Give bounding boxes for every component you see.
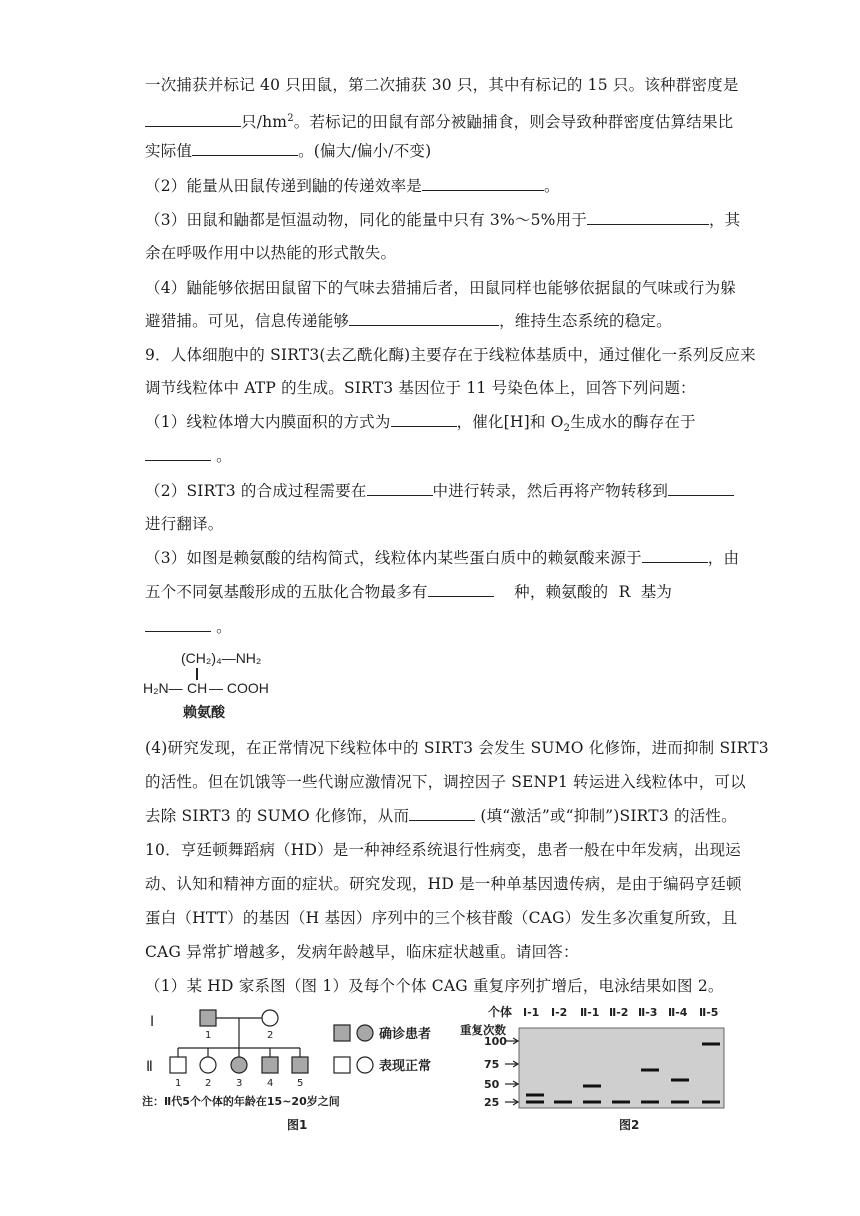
individual-header-label: 个体 xyxy=(488,1005,513,1019)
question-10-stem: 10．亨廷顿舞蹈病（HD）是一种神经系统退行性病变，患者一般在中年发病，出现运 xyxy=(145,841,741,859)
gel-band xyxy=(554,1101,572,1104)
text-line: 。 xyxy=(145,617,720,637)
tick-label: 100 xyxy=(484,1035,507,1048)
gel-band xyxy=(583,1085,601,1088)
pedigree-normal-male xyxy=(170,1057,186,1073)
text-line: 的活性。但在饥饿等一些代谢应激情况下，调控因子 SENP1 转运进入线粒体中，可以 xyxy=(145,773,746,791)
answer-blank[interactable] xyxy=(422,176,544,191)
legend-affected-square xyxy=(334,1025,350,1041)
answer-blank[interactable] xyxy=(145,617,211,632)
gel-band xyxy=(671,1101,689,1104)
text-line: （1）线粒体增大内膜面积的方式为 ，催化[H]和 $O_2$生成水的酶存在于 xyxy=(145,413,696,435)
text-line: 去除 SIRT3 的 SUMO 化修饰，从而 (填“激活”或“抑制”)SIRT3 的活性。 xyxy=(145,807,737,825)
gel-band xyxy=(526,1101,544,1104)
lane-label: Ⅰ-2 xyxy=(551,1006,568,1019)
answer-blank[interactable] xyxy=(642,548,708,563)
text-line: （4）鼬能够依据田鼠留下的气味去猎捕后者，田鼠同样也能够依据鼠的气味或行为躲 xyxy=(145,279,736,297)
answer-blank[interactable] xyxy=(367,481,433,496)
gel-band xyxy=(641,1101,659,1104)
pedigree-affected-male xyxy=(262,1057,278,1073)
lane-label: Ⅱ-4 xyxy=(668,1006,688,1019)
gel-band xyxy=(583,1101,601,1104)
gel-band xyxy=(612,1101,630,1104)
legend-affected-circle xyxy=(357,1025,373,1041)
pedigree-affected-male xyxy=(292,1057,308,1073)
answer-blank[interactable] xyxy=(391,412,457,427)
pedigree-normal-female xyxy=(200,1057,216,1073)
answer-blank[interactable] xyxy=(409,806,475,821)
text-line: 动、认知和精神方面的症状。研究发现，HD 是一种单基因遗传病，是由于编码亨廷顿 xyxy=(145,875,742,893)
lysine-name-label: 赖氨酸 xyxy=(183,704,225,720)
pedigree-affected-female xyxy=(231,1057,247,1073)
text-line: （2）能量从田鼠传递到鼬的传递效率是 。 xyxy=(145,177,560,195)
individual-number: 1 xyxy=(205,1030,212,1041)
legend-normal-square xyxy=(334,1057,350,1073)
answer-blank[interactable] xyxy=(192,141,298,156)
pedigree-normal-female xyxy=(262,1010,278,1026)
tick-label: 50 xyxy=(484,1078,500,1091)
lysine-structure xyxy=(143,650,283,722)
pedigree-figure xyxy=(140,1005,460,1130)
lysine-carboxyl-group: — COOH xyxy=(209,680,269,696)
tick-label: 25 xyxy=(484,1096,500,1109)
lane-label: Ⅱ-1 xyxy=(580,1006,600,1019)
gel-band xyxy=(641,1069,659,1072)
lane-label: Ⅱ-3 xyxy=(638,1006,658,1019)
text-line: CAG 异常扩增越多，发病年龄越早，临床症状越重。请回答： xyxy=(145,943,579,961)
answer-blank[interactable] xyxy=(349,311,499,326)
text-line: 五个不同氨基酸形成的五肽化合物最多有 种，赖氨酸的 R 基为 xyxy=(145,583,673,601)
text-line: 一次捕获并标记 40 只田鼠，第二次捕获 30 只，其中有标记的 15 只。该种群密度是 xyxy=(145,76,739,94)
individual-number: 3 xyxy=(236,1078,243,1089)
lane-label: Ⅱ-5 xyxy=(699,1006,719,1019)
generation-label: I xyxy=(150,1014,155,1030)
individual-number: 5 xyxy=(297,1078,304,1089)
figure2-caption: 图2 xyxy=(619,1118,640,1132)
lane-label: Ⅰ-1 xyxy=(523,1006,540,1019)
repeat-axis-label: 重复次数 xyxy=(460,1023,506,1037)
lysine-amino-group: H₂N— xyxy=(143,680,183,696)
answer-blank[interactable] xyxy=(668,481,734,496)
electrophoresis-figure xyxy=(450,1002,740,1112)
text-line: 蛋白（HTT）的基因（H 基因）序列中的三个核苷酸（CAG）发生多次重复所致，且 xyxy=(145,909,738,927)
text-line: 余在呼吸作用中以热能的形式散失。 xyxy=(145,244,397,262)
pedigree-affected-male xyxy=(200,1010,216,1026)
text-line: （2）SIRT3 的合成过程需要在 中进行转录，然后再将产物转移到 xyxy=(145,481,720,501)
answer-blank[interactable] xyxy=(428,582,494,597)
answer-blank[interactable] xyxy=(145,446,211,461)
legend-normal-circle xyxy=(357,1057,373,1073)
text-line: （1）某 HD 家系图（图 1）及每个个体 CAG 重复序列扩增后，电泳结果如图 2。 xyxy=(145,977,724,995)
lysine-alpha-carbon: CH xyxy=(187,680,208,696)
lane-label: Ⅱ-2 xyxy=(609,1006,629,1019)
individual-number: 1 xyxy=(175,1078,182,1089)
individual-number: 4 xyxy=(267,1078,274,1089)
answer-blank[interactable] xyxy=(587,210,709,225)
question-9-stem: 9．人体细胞中的 SIRT3(去乙酰化酶)主要存在于线粒体基质中，通过催化一系列反应来 xyxy=(145,346,756,364)
gel-band xyxy=(702,1101,720,1104)
text-line: 。 xyxy=(145,446,720,466)
gel-band xyxy=(671,1079,689,1082)
legend-affected-label: 确诊患者 xyxy=(379,1027,432,1042)
tick-label: 75 xyxy=(484,1058,500,1071)
text-line: 调节线粒体中 ATP 的生成。SIRT3 基因位于 11 号染色体上，回答下列问题： xyxy=(145,379,696,397)
text-line: (4)研究发现，在正常情况下线粒体中的 SIRT3 会发生 SUMO 化修饰，进而抑制 SIRT3 xyxy=(145,739,769,757)
text-line: （3）田鼠和鼬都是恒温动物，同化的能量中只有 3%～5%用于 ，其 xyxy=(145,211,741,229)
bond-line xyxy=(196,668,198,680)
gel-panel xyxy=(519,1028,724,1108)
text-line: （3）如图是赖氨酸的结构简式，线粒体内某些蛋白质中的赖氨酸来源于 ，由 xyxy=(145,549,740,567)
legend-normal-label: 表现正常 xyxy=(379,1059,432,1074)
gel-band xyxy=(526,1094,544,1097)
gel-band xyxy=(702,1043,720,1046)
answer-blank[interactable] xyxy=(145,112,241,127)
figure1-caption: 图1 xyxy=(287,1118,308,1132)
text-line: 实际值 。(偏大/偏小/不变) xyxy=(145,142,432,160)
figure-note: 注：Ⅱ代5个个体的年龄在15~20岁之间 xyxy=(142,1095,340,1108)
text-line: 只$/hm^2$。若标记的田鼠有部分被鼬捕食，则会导致种群密度估算结果比 xyxy=(145,109,720,132)
lysine-side-chain: (CH₂)₄—NH₂ xyxy=(181,650,262,666)
text-line: 避猎捕。可见，信息传递能够 ，维持生态系统的稳定。 xyxy=(145,312,672,330)
generation-label: Ⅱ xyxy=(146,1059,153,1075)
text-line: 进行翻译。 xyxy=(145,515,224,533)
individual-number: 2 xyxy=(205,1078,212,1089)
individual-number: 2 xyxy=(267,1030,274,1041)
